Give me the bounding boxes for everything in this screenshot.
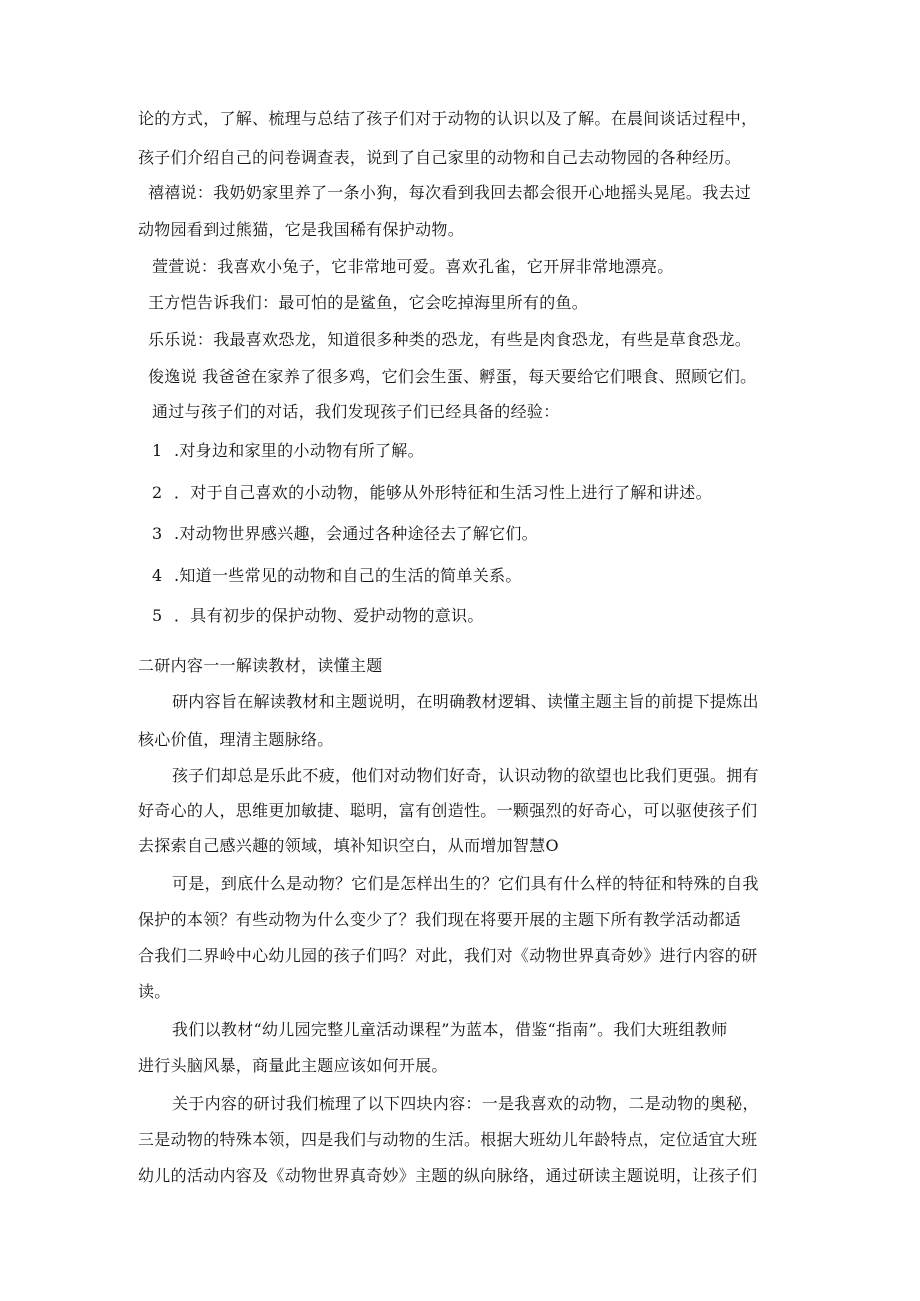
intro-line-1: 论的方式，了解、梳理与总结了孩子们对于动物的认识以及了解。在晨间谈话过程中， [138,109,758,128]
para-2-line-1: 孩子们却总是乐此不疲，他们对动物们好奇，认识动物的欲望也比我们更强。拥有 [172,766,759,785]
experience-item-3 [152,523,538,545]
para-3-line-1: 可是，到底什么是动物？它们是怎样出生的？它们具有什么样的特征和特殊的自我 [172,874,759,893]
quote-xixi-line-2: 动物园看到过熊猫，它是我国稀有保护动物。 [138,220,465,239]
quote-junyi: 俊逸说 我爸爸在家养了很多鸡，它们会生蛋、孵蛋，每天要给它们喂食、照顾它们。 [148,367,757,386]
para-5-line-2: 三是动物的特殊本领，四是我们与动物的生活。根据大班幼儿年龄特点，定位适宜大班 [138,1130,758,1149]
quote-xuanxuan: 萱萱说：我喜欢小兔子，它非常地可爱。喜欢孔雀，它开屏非常地漂亮。 [152,257,674,276]
experience-item-2 [152,482,712,504]
intro-line-2: 孩子们介绍自己的问卷调查表，说到了自己家里的动物和自己去动物园的各种经历。 [138,148,742,167]
experience-item-1 [152,440,424,462]
experience-item-4 [152,565,522,587]
section-heading: 二研内容一一解读教材，读懂主题 [138,656,383,675]
para-4-line-1: 我们以教材“幼儿园完整儿童活动课程”为蓝本，借鉴“指南”。我们大班组教师 [172,1020,728,1039]
para-3-line-2: 保护的本领？有些动物为什么变少了？我们现在将要开展的主题下所有教学活动都适 [138,910,742,929]
list-number: 5 [152,606,163,625]
quote-wangfangkai: 王方恺告诉我们：最可怕的是鲨鱼，它会吃掉海里所有的鱼。 [148,293,589,312]
para-3-line-3: 合我们二界岭中心幼儿园的孩子们吗？对此，我们对《动物世界真奇妙》进行内容的研 [138,946,758,965]
para-2-line-2: 好奇心的人，思维更加敏捷、聪明，富有创造性。一颗强烈的好奇心，可以驱使孩子们 [138,801,758,820]
list-text: ．具有初步的保护动物、爱护动物的意识。 [174,606,484,625]
list-text: .对动物世界感兴趣，会通过各种途径去了解它们。 [174,524,538,543]
para-1-line-2: 核心价值，理清主题脉络。 [138,730,334,749]
para-5-line-3: 幼儿的活动内容及《动物世界真奇妙》主题的纵向脉络，通过研读主题说明，让孩子们 [138,1166,758,1185]
list-number: 2 [152,483,163,502]
list-text: .对身边和家里的小动物有所了解。 [174,441,424,460]
list-number: 4 [152,566,163,585]
para-3-line-4: 读。 [138,982,171,1001]
list-number: 3 [152,524,163,543]
quote-lele: 乐乐说：我最喜欢恐龙，知道很多种类的恐龙，有些是肉食恐龙，有些是草食恐龙。 [148,330,752,349]
para-4-line-2: 进行头脑风暴，商量此主题应该如何开展。 [138,1056,448,1075]
summary-intro: 通过与孩子们的对话，我们发现孩子们已经具备的经验： [152,402,560,421]
para-2-line-3: 去探索自己感兴趣的领域，填补知识空白，从而增加智慧O [138,836,559,855]
list-number: 1 [152,441,163,460]
quote-xixi-line-1: 禧禧说：我奶奶家里养了一条小狗，每次看到我回去都会很开心地摇头晃尾。我去过 [148,183,752,202]
experience-item-5 [152,605,484,627]
para-1-line-1: 研内容旨在解读教材和主题说明，在明确教材逻辑、读懂主题主旨的前提下提炼出 [172,692,759,711]
para-5-line-1: 关于内容的研讨我们梳理了以下四块内容：一是我喜欢的动物，二是动物的奥秘， [172,1094,759,1113]
list-text: .知道一些常见的动物和自己的生活的简单关系。 [174,566,522,585]
list-text: ．对于自己喜欢的小动物，能够从外形特征和生活习性上进行了解和讲述。 [174,483,712,502]
